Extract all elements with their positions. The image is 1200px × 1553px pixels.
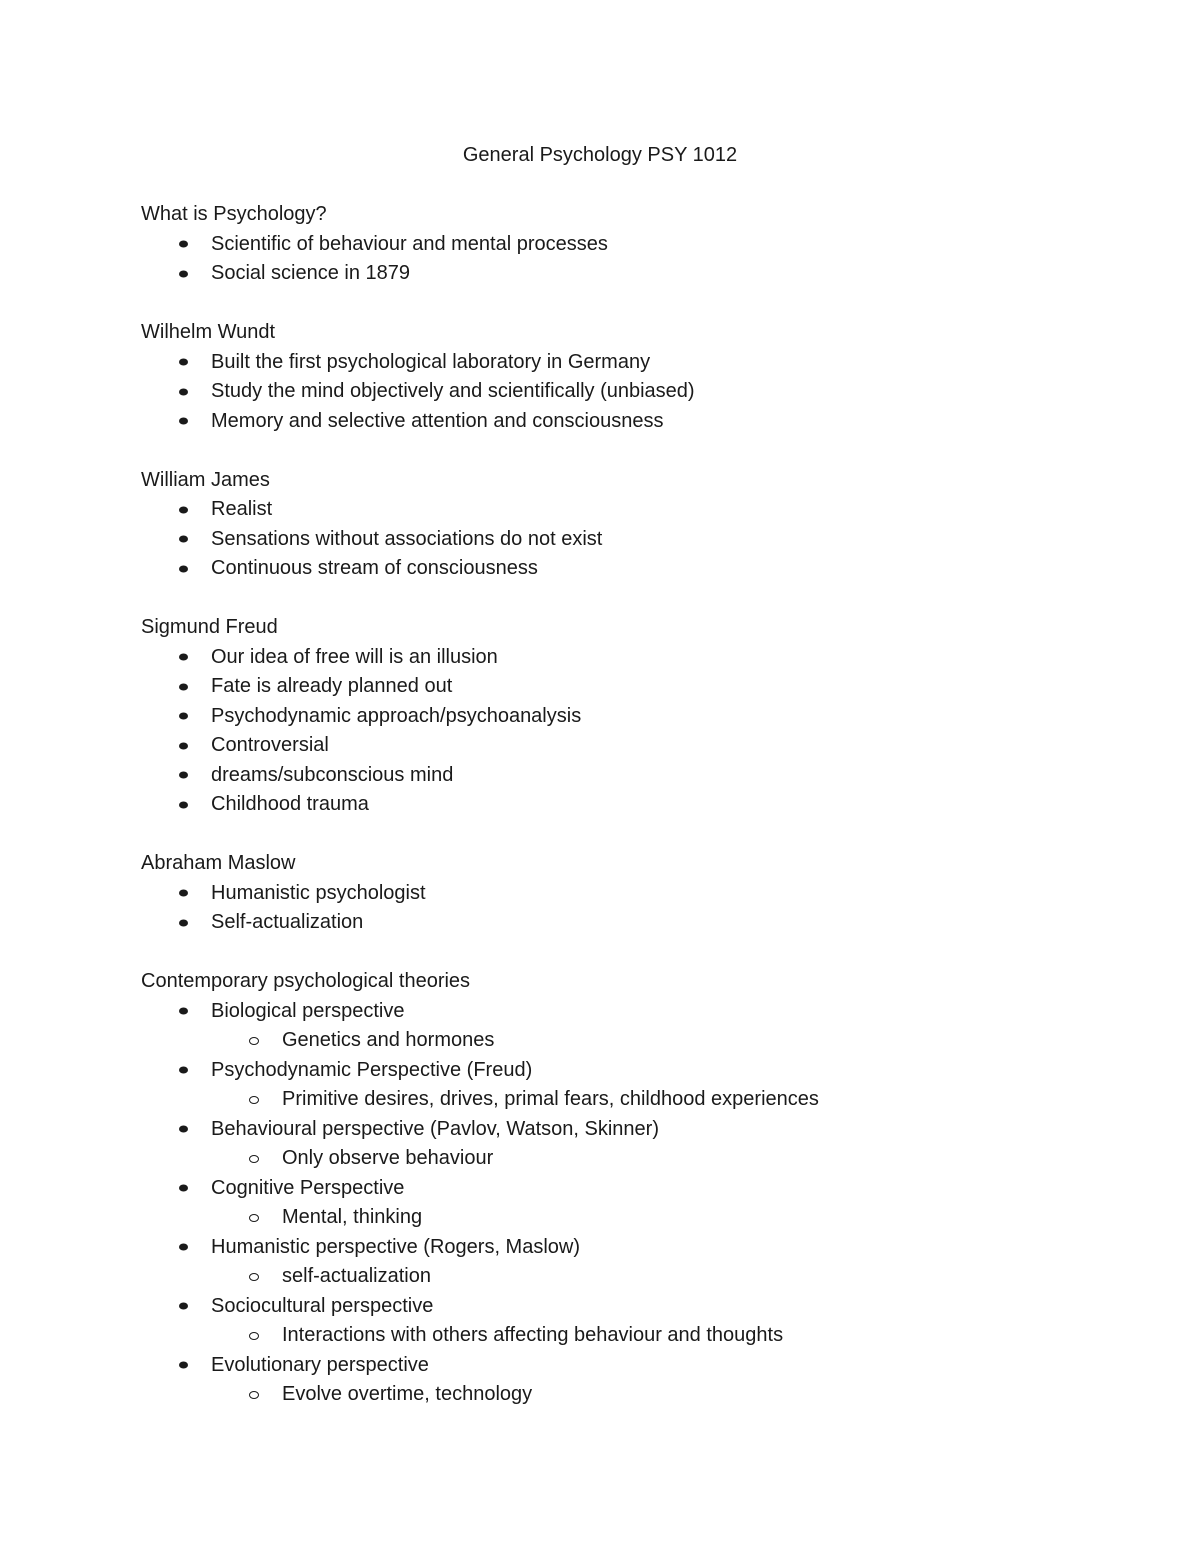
filled-bullet-icon xyxy=(179,506,188,513)
bullet-item xyxy=(141,731,1121,761)
outline-section xyxy=(141,200,1121,289)
outline-section xyxy=(141,613,1121,820)
filled-bullet-icon xyxy=(179,241,188,248)
bullet-item-text: Continuous stream of consciousness xyxy=(211,557,538,579)
section-heading: What is Psychology? xyxy=(141,203,327,225)
section-spacer xyxy=(141,289,1121,319)
section-heading: Abraham Maslow xyxy=(141,852,296,874)
filled-bullet-icon xyxy=(179,801,188,808)
sub-bullet-item xyxy=(141,1262,1121,1292)
bullet-item-text: Realist xyxy=(211,498,273,520)
bullet-item xyxy=(141,259,1121,289)
outline-section xyxy=(141,466,1121,584)
bullet-item xyxy=(141,525,1121,555)
bullet-item-text: Humanistic psychologist xyxy=(211,881,426,904)
section-spacer xyxy=(141,820,1121,850)
sub-bullet-item-text: Mental, thinking xyxy=(282,1206,423,1228)
bullet-item xyxy=(141,1351,1121,1381)
sub-bullet-item-text: Only observe behaviour xyxy=(282,1147,494,1169)
bullet-item-text: Evolutionary perspective xyxy=(211,1353,429,1376)
bullet-item xyxy=(141,407,1121,437)
bullet-item xyxy=(141,672,1121,702)
bullet-item xyxy=(141,1056,1121,1086)
section-spacer xyxy=(141,938,1121,968)
bullet-item-text: Study the mind objectively and scientifically (unbiased) xyxy=(211,380,695,402)
bullet-item xyxy=(141,348,1121,378)
bullet-item xyxy=(141,230,1121,260)
bullet-item xyxy=(141,997,1121,1027)
outline-section xyxy=(141,849,1121,938)
hollow-bullet-icon xyxy=(249,1391,259,1399)
filled-bullet-icon xyxy=(179,1185,188,1192)
bullet-item-text: Memory and selective attention and consciousness xyxy=(211,409,664,432)
bullet-item-text: Psychodynamic Perspective (Freud) xyxy=(211,1058,533,1081)
filled-bullet-icon xyxy=(179,1008,188,1015)
sub-bullet-item xyxy=(141,1026,1121,1056)
bullet-item-text: Scientific of behaviour and mental processes xyxy=(211,232,608,255)
hollow-bullet-icon xyxy=(249,1096,259,1104)
sub-bullet-item-text: Interactions with others affecting behaviour and thoughts xyxy=(282,1324,784,1346)
section-spacer xyxy=(141,436,1121,466)
sub-bullet-item-text: Genetics and hormones xyxy=(282,1029,495,1051)
bullet-item xyxy=(141,790,1121,820)
outline-section xyxy=(141,967,1121,1410)
filled-bullet-icon xyxy=(179,1362,188,1369)
bullet-item-text: Psychodynamic approach/psychoanalysis xyxy=(211,704,582,727)
bullet-item xyxy=(141,1174,1121,1204)
document-body xyxy=(141,200,1121,1410)
sub-bullet-item-text: self-actualization xyxy=(282,1265,431,1287)
filled-bullet-icon xyxy=(179,1244,188,1251)
section-heading: William James xyxy=(141,468,270,491)
section-heading: Contemporary psychological theories xyxy=(141,970,471,992)
bullet-item xyxy=(141,908,1121,938)
bullet-item-text: Controversial xyxy=(211,734,329,756)
filled-bullet-icon xyxy=(179,683,188,690)
bullet-item-text: Biological perspective xyxy=(211,999,405,1022)
sub-bullet-item-text: Evolve overtime, technology xyxy=(282,1383,533,1405)
bullet-item xyxy=(141,643,1121,673)
hollow-bullet-icon xyxy=(249,1214,259,1222)
bullet-item-text: Self-actualization xyxy=(211,911,364,933)
document-title: General Psychology PSY 1012 xyxy=(462,144,738,166)
bullet-item-text: Fate is already planned out xyxy=(211,675,453,697)
section-heading: Sigmund Freud xyxy=(141,616,278,638)
outline-section xyxy=(141,318,1121,436)
bullet-item-text: Sociocultural perspective xyxy=(211,1294,434,1317)
bullet-item xyxy=(141,879,1121,909)
filled-bullet-icon xyxy=(179,1067,188,1074)
sub-bullet-item xyxy=(141,1085,1121,1115)
bullet-item-text: Behavioural perspective (Pavlov, Watson, Skinner) xyxy=(211,1117,659,1140)
filled-bullet-icon xyxy=(179,565,188,572)
bullet-item-text: Childhood trauma xyxy=(211,793,369,815)
sub-bullet-item xyxy=(141,1144,1121,1174)
bullet-item-text: Built the first psychological laboratory in Germany xyxy=(211,350,651,373)
sub-bullet-item xyxy=(141,1321,1121,1351)
filled-bullet-icon xyxy=(179,1126,188,1133)
filled-bullet-icon xyxy=(179,1303,188,1310)
filled-bullet-icon xyxy=(179,772,188,779)
bullet-item-text: Humanistic perspective (Rogers, Maslow) xyxy=(211,1235,581,1258)
filled-bullet-icon xyxy=(179,359,188,366)
hollow-bullet-icon xyxy=(249,1037,259,1045)
bullet-item xyxy=(141,1292,1121,1322)
bullet-item xyxy=(141,761,1121,791)
bullet-item-text: Cognitive Perspective xyxy=(211,1176,405,1199)
filled-bullet-icon xyxy=(179,536,188,543)
section-heading: Wilhelm Wundt xyxy=(141,321,276,343)
bullet-item-text: Social science in 1879 xyxy=(211,262,411,284)
bullet-item xyxy=(141,1115,1121,1145)
filled-bullet-icon xyxy=(179,388,188,395)
bullet-item-text: Our idea of free will is an illusion xyxy=(211,645,498,668)
sub-bullet-item xyxy=(141,1203,1121,1233)
bullet-item xyxy=(141,377,1121,407)
bullet-item xyxy=(141,554,1121,584)
filled-bullet-icon xyxy=(179,742,188,749)
bullet-item xyxy=(141,1233,1121,1263)
hollow-bullet-icon xyxy=(249,1273,259,1281)
hollow-bullet-icon xyxy=(249,1332,259,1340)
bullet-item-text: dreams/subconscious mind xyxy=(211,763,454,786)
filled-bullet-icon xyxy=(179,654,188,661)
bullet-item xyxy=(141,495,1121,525)
filled-bullet-icon xyxy=(179,890,188,897)
bullet-item xyxy=(141,702,1121,732)
filled-bullet-icon xyxy=(179,919,188,926)
filled-bullet-icon xyxy=(179,270,188,277)
sub-bullet-item xyxy=(141,1380,1121,1410)
filled-bullet-icon xyxy=(179,713,188,720)
bullet-item-text: Sensations without associations do not exist xyxy=(211,527,603,550)
section-spacer xyxy=(141,584,1121,614)
sub-bullet-item-text: Primitive desires, drives, primal fears, childhood experiences xyxy=(282,1088,819,1110)
hollow-bullet-icon xyxy=(249,1155,259,1163)
filled-bullet-icon xyxy=(179,418,188,425)
